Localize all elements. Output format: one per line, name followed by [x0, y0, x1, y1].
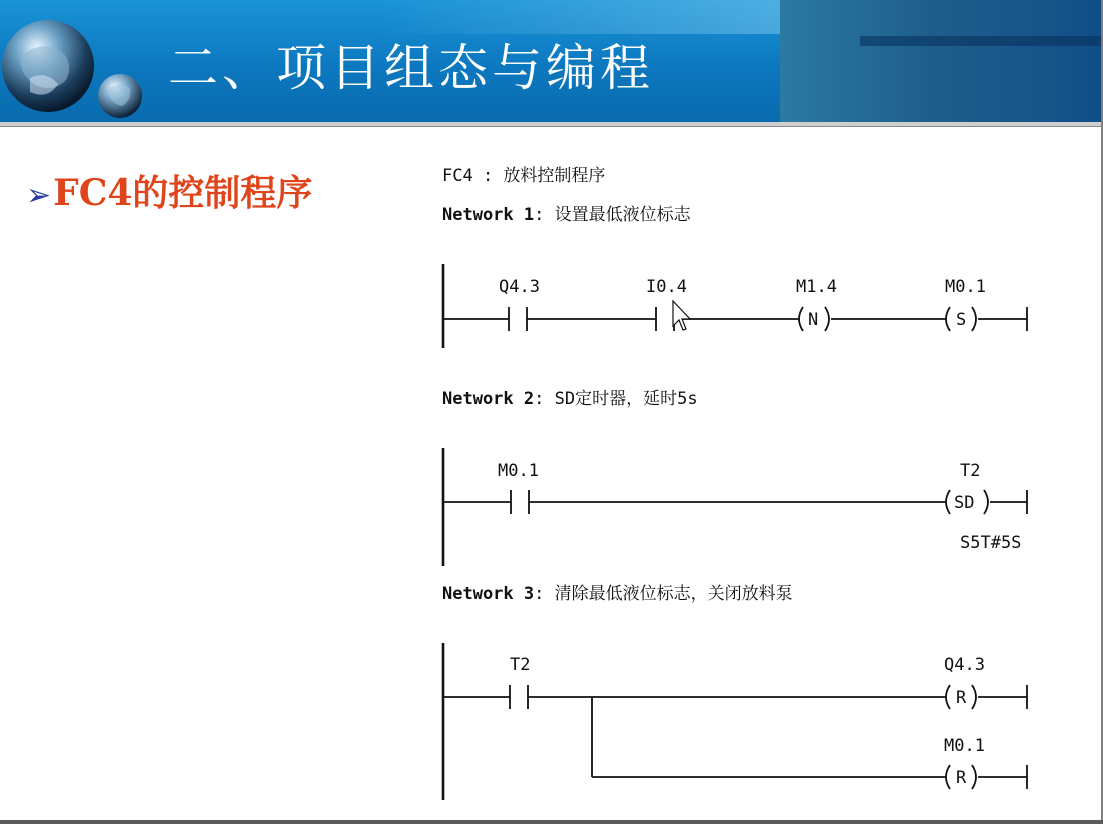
network-3-comment: 清除最低液位标志，关闭放料泵: [554, 584, 793, 604]
network-2-header: Network 2: SD定时器，延时5s: [442, 389, 698, 409]
coil-m0-1-reset[interactable]: [944, 736, 985, 789]
contact-operand: I0.4: [646, 277, 687, 297]
network-1-rung: [443, 264, 1027, 348]
window-frame-bottom: [0, 820, 1103, 824]
contact-operand: Q4.3: [499, 277, 540, 297]
network-3-rung: [443, 643, 1027, 800]
coil-paren-right: [825, 307, 829, 331]
network-3-label: Network 3: [442, 584, 535, 604]
coil-paren-right: [972, 765, 976, 789]
coil-operand: Q4.3: [944, 655, 985, 675]
network-1-label: Network 1: [442, 205, 535, 225]
edge-m1-4[interactable]: [796, 277, 837, 331]
coil-type: R: [956, 688, 967, 708]
mouse-cursor-icon: [673, 301, 690, 330]
timer-t2-sd[interactable]: [946, 461, 1021, 553]
contact-operand: T2: [510, 655, 531, 675]
bullet-arrow-icon: ➢: [26, 178, 52, 213]
coil-operand: M0.1: [944, 736, 985, 756]
bullet-point: [26, 168, 312, 221]
coil-paren-left: [946, 685, 950, 709]
coil-type: S: [956, 310, 967, 330]
coil-paren-right: [972, 685, 976, 709]
network-1-comment: 设置最低液位标志: [554, 205, 691, 225]
contact-t2[interactable]: [510, 655, 530, 709]
network-2-comment: SD定时器，延时5s: [554, 389, 698, 409]
globe-logo-icon: [0, 18, 150, 118]
coil-paren-left: [946, 765, 950, 789]
coil-q4-3-reset[interactable]: [944, 655, 985, 709]
program-title: FC4 : 放料控制程序: [442, 166, 606, 186]
coil-paren-right: [984, 490, 988, 514]
network-1-header: Network 1: 设置最低液位标志: [442, 205, 691, 225]
edge-type: N: [808, 310, 819, 330]
timer-operand: T2: [960, 461, 981, 481]
timer-preset: S5T#5S: [960, 533, 1022, 553]
coil-paren-left: [799, 307, 803, 331]
header-divider: [0, 122, 1103, 127]
coil-type: SD: [954, 493, 975, 513]
contact-operand: M0.1: [498, 461, 539, 481]
contact-q4-3[interactable]: [499, 277, 540, 331]
coil-paren-left: [946, 307, 950, 331]
coil-type: R: [956, 768, 967, 788]
header-swoosh-line: [860, 36, 1103, 46]
contact-m0-1[interactable]: [498, 461, 539, 514]
slide-header: [0, 0, 1103, 122]
network-3-header: Network 3: 清除最低液位标志，关闭放料泵: [442, 584, 793, 604]
coil-paren-left: [946, 490, 950, 514]
bullet-text: FC4的控制程序: [53, 172, 313, 214]
network-2-rung: [443, 448, 1027, 566]
network-2-label: Network 2: [442, 389, 535, 409]
coil-m0-1-set[interactable]: [945, 277, 986, 331]
edge-operand: M1.4: [796, 277, 837, 297]
page-title: 二、项目组态与编程: [168, 39, 654, 97]
coil-paren-right: [972, 307, 976, 331]
header-dark-panel: [780, 0, 1103, 122]
coil-operand: M0.1: [945, 277, 986, 297]
